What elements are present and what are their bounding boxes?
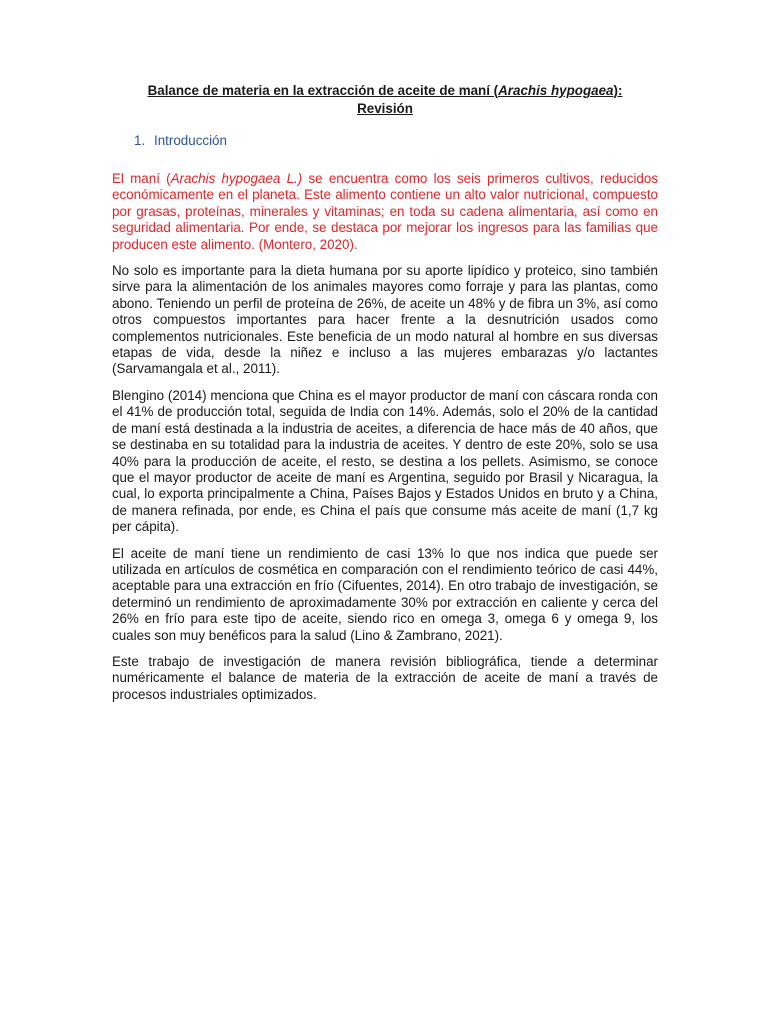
paragraph-2: No solo es importante para la dieta humana por su aporte lipídico y proteico, sino también sirve para la alimentación de los animales mayores como forraje y para las plantas, como abono. Teniendo un perfil de proteína de 26%, de aceite un 48% y de fibra un 3%, así como otros compuestos importantes para hacer frente a la desnutrición usados como complementos nutricionales. Este beneficia de un modo natural al hombre en sus diversas etapas de vida, desde la niñez e incluso a las mujeres embarazas y/o lactantes (Sarvamangala et al., 2011). [112, 263, 658, 377]
paragraph-4: El aceite de maní tiene un rendimiento de casi 13% lo que nos indica que puede ser utilizada en artículos de cosmética en comparación con el rendimiento teórico de casi 44%, aceptable para una extracción en frío (Cifuentes, 2014). En otro trabajo de investigación, se determinó un rendimiento de aproximadamente 30% por extracción en caliente y cerca del 26% en frío para este tipo de aceite, siendo rico en omega 3, omega 6 y omega 9, los cuales son muy benéficos para la salud (Lino & Zambrano, 2021). [112, 545, 658, 643]
section-title: Introducción [154, 133, 227, 148]
title-line-1: Balance de materia en la extracción de aceite de maní (Arachis hypogaea): [147, 83, 623, 98]
section-number: 1. [134, 133, 146, 148]
scientific-name: Arachis hypogaea L.) [170, 171, 303, 186]
document-title [112, 82, 658, 118]
paragraph-1: El maní (Arachis hypogaea L.) se encuentra como los seis primeros cultivos, reducidos económicamente en el planeta. Este alimento contiene un alto valor nutricional, compuesto por grasas, proteínas, minerales y vitaminas; en toda su cadena alimentaria, así como en seguridad alimentaria. Por ende, se destaca por mejorar los ingresos para las familias que producen este alimento. (Montero, 2020). [112, 171, 659, 252]
paragraph-3: Blengino (2014) menciona que China es el mayor productor de maní con cáscara ronda con el 41% de producción total, seguida de India con 14%. Además, solo el 20% de la cantidad de maní está destinada a la industria de aceites, a diferencia de hace más de 40 años, que se destinaba en su totalidad para la industria de aceites. Y dentro de este 20%, solo se usa 40% para la producción de aceite, el resto, se destina a los pellets. Asimismo, se conoce que el mayor productor de aceite de maní es Argentina, seguido por Brasil y Nicaragua, la cual, lo exporta principalmente a China, Países Bajos y Estados Unidos en bruto y a China, de manera refinada, por ende, es China el país que consume más aceite de maní (1,7 kg per cápita). [112, 387, 658, 535]
title-line-2: Revisión [357, 101, 413, 116]
section-heading-introduccion [134, 132, 658, 150]
paragraph-5: Este trabajo de investigación de manera revisión bibliográfica, tiende a determinar numéricamente el balance de materia de la extracción de aceite de maní a través de procesos industriales optimizados. [112, 653, 658, 702]
title-scientific-name: Arachis hypogaea [498, 83, 614, 98]
